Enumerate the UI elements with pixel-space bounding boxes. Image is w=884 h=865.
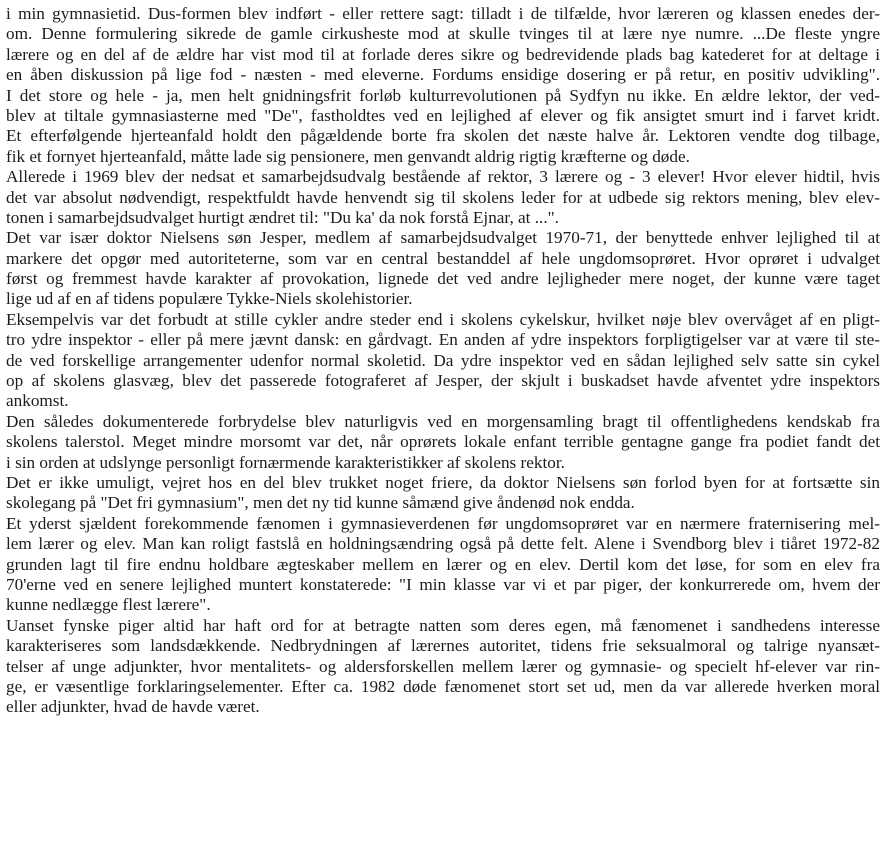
text-line: 70'erne ved en senere lejlighed muntert konstaterede: "I min klasse var vi et par piger, der konkurrerede om, hvem der [6,574,880,594]
text-line: de ved forskellige arrangementer udenfor normal skoletid. Da ydre inspektor ved en sådan lejlighed selv satte sin cykel [6,350,880,370]
text-line: eller adjunkter, hvad de havde været. [6,697,260,717]
text-line: tro ydre inspektor - eller på mere jævnt dansk: en gårdvagt. En anden af ydre inspektors forpligtigelser var at være til ste- [6,330,880,350]
text-line: Uanset fynske piger altid har haft ord for at betragte natten som deres egen, må fænomenet i sandhedens interesse [6,615,880,635]
text-line: Det var især doktor Nielsens søn Jesper, medlem af samarbejdsudvalget 1970-71, der benyttede enhver lejlighed til at [6,228,880,248]
text-line: skolens talerstol. Meget mindre morsomt var det, når oprørets lokale enfant terrible gentagne gange fra podiet fandt det [6,432,880,452]
text-line: Eksempelvis var det forbudt at stille cykler andre steder end i skolens cykelskur, hvilket nøje blev overvåget af en pligt- [6,309,880,329]
text-line: ge, er væsentlige forklaringselementer. Efter ca. 1982 døde fænomenet stort set ud, men da var allerede hverken moral [6,676,880,696]
text-line: karakteriseres som landsdækkende. Nedbrydningen af lærernes autoritet, tidens frie seksualmoral og talrige nyansæt- [6,636,880,656]
text-line: i min gymnasietid. Dus-formen blev indført - eller rettere sagt: tilladt i de tilfælde, hvor læreren og klassen enedes der- [6,4,880,23]
text-line: lærere og en del af de ældre har vist mod til at forlade deres sikre og bedrevidende plads bag katederet for at deltage i [6,44,880,64]
text-line: det var absolut nødvendigt, respektfuldt havde henvendt sig til skolens leder for at udbede sig rektors mening, blev elev- [6,187,880,207]
text-line: kunne nedlægge flest lærere". [6,595,211,615]
text-line: markere det opgør med autoriteterne, som var en central bestanddel af hele ungdomsoprøret. Hvor oprøret i udvalget [6,248,880,268]
text-line: I det store og hele - ja, men helt gnidningsfrit forløb kulturrevolutionen på Sydfyn nu ikke. En ældre lektor, der ved- [6,85,880,105]
text-line: om. Denne formulering sikrede de gamle cirkusheste mod at skulle tvinges til at lære nye numre. ...De fleste yngre [6,24,880,44]
text-line: tonen i samarbejdsudvalget hurtigt ændret til: "Du ka' da nok forstå Ejnar, at ...". [6,207,559,227]
text-line: Allerede i 1969 blev der nedsat et samarbejdsudvalg bestående af rektor, 3 lærere og - 3 elever! Hvor elever hidtil, hvis [6,167,880,187]
text-line: skolegang på "Det fri gymnasium", men det ny tid kunne såmænd give åndenød nok endda. [6,493,635,513]
text-line: lige ud af en af tidens populære Tykke-Niels skolehistorier. [6,289,413,309]
text-line: en åben diskussion på lige fod - næsten - med eleverne. Fordums ensidige dosering er på retur, en positiv udvikling". [6,65,880,85]
text-line: Den således dokumenterede forbrydelse blev naturligvis ved en morgensamling bragt til offentlighedens kendskab fra [6,411,880,431]
text-line: i sin orden at udslynge personligt fornærmende karakteristikker af skolens rektor. [6,452,565,472]
text-line: Et yderst sjældent forekommende fænomen i gymnasieverdenen før ungdomsoprøret var en nærmere fraternisering mel- [6,513,880,533]
text-line: telser af unge adjunkter, hvor mentalitets- og aldersforskellen mellem lærer og gymnasie- og specielt hf-elever var rin- [6,656,880,676]
text-line: op af skolens glasvæg, blev det passerede fotograferet af Jesper, der skjult i buskadset havde afventet ydre inspektors [6,371,880,391]
text-line: ankomst. [6,391,69,411]
text-line: fik et fornyet hjerteanfald, måtte lade sig pensionere, men genvandt aldrig rigtig kræfterne og døde. [6,146,690,166]
text-line: blev at tiltale gymnasiasterne med "De", fastholdtes ved en lejlighed af elever og fik ansigtet smurt ind i farvet kridt. [6,105,880,125]
text-line: først og fremmest havde karakter af provokation, lignede det ved andre lejligheder mere noget, der kunne være taget [6,269,880,289]
document-page [6,4,880,718]
text-line: grunden lagt til fire endnu holdbare ægteskaber mellem en lærer og en elev. Dertil kom det løse, for som en elev fra [6,554,880,574]
text-line: Et efterfølgende hjerteanfald holdt den pågældende borte fra skolen det næste halve år. Lektoren vendte dog tilbage, [6,126,880,146]
text-line: Det er ikke umuligt, vejret hos en del blev trukket noget friere, da doktor Nielsens søn forlod byen for at fortsætte sin [6,472,880,492]
text-line: lem lærer og elev. Man kan roligt fastslå en holdningsændring også på dette felt. Alene i Svendborg blev i tiåret 1972-82 [6,534,880,554]
